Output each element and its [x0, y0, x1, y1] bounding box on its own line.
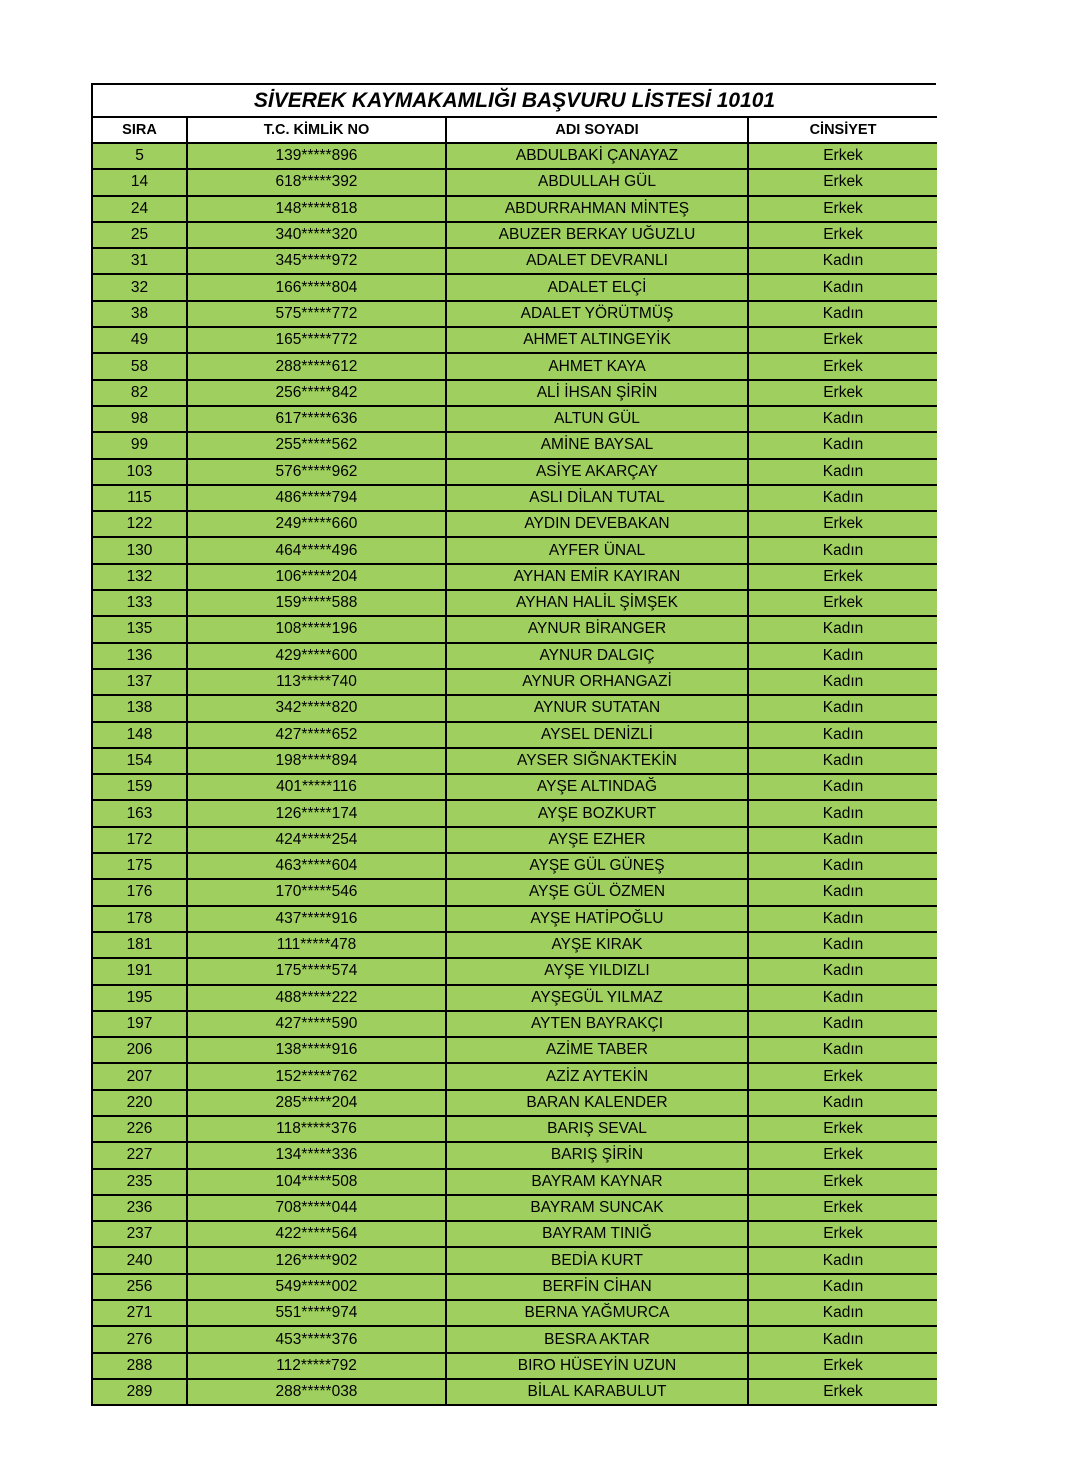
table-row: [92, 301, 937, 327]
cell-adi-soyadi: BAYRAM SUNCAK: [446, 1195, 748, 1221]
cell-adi-soyadi: BERNA YAĞMURCA: [446, 1300, 748, 1326]
table-row: [92, 1116, 937, 1142]
cell-sira: 289: [92, 1379, 187, 1405]
cell-adi-soyadi: ADALET YÖRÜTMÜŞ: [446, 301, 748, 327]
cell-tc-kimlik-no: 139*****896: [187, 143, 446, 169]
cell-cinsiyet: Kadın: [748, 932, 937, 958]
cell-sira: 237: [92, 1221, 187, 1247]
table-row: [92, 143, 937, 169]
cell-tc-kimlik-no: 437*****916: [187, 906, 446, 932]
header-cinsiyet: CİNSİYET: [748, 117, 937, 143]
cell-cinsiyet: Kadın: [748, 958, 937, 984]
cell-adi-soyadi: AYHAN HALİL ŞİMŞEK: [446, 590, 748, 616]
cell-tc-kimlik-no: 342*****820: [187, 695, 446, 721]
cell-adi-soyadi: ADALET DEVRANLI: [446, 248, 748, 274]
cell-cinsiyet: Erkek: [748, 1379, 937, 1405]
cell-cinsiyet: Erkek: [748, 196, 937, 222]
cell-sira: 122: [92, 511, 187, 537]
header-sira: SIRA: [92, 117, 187, 143]
cell-tc-kimlik-no: 134*****336: [187, 1142, 446, 1168]
table-row: [92, 1063, 937, 1089]
cell-adi-soyadi: BARIŞ ŞİRİN: [446, 1142, 748, 1168]
cell-adi-soyadi: ABDULBAKİ ÇANAYAZ: [446, 143, 748, 169]
cell-adi-soyadi: AYŞE HATİPOĞLU: [446, 906, 748, 932]
table-row: [92, 1247, 937, 1273]
cell-tc-kimlik-no: 152*****762: [187, 1063, 446, 1089]
cell-sira: 24: [92, 196, 187, 222]
table-row: [92, 1169, 937, 1195]
cell-tc-kimlik-no: 708*****044: [187, 1195, 446, 1221]
cell-tc-kimlik-no: 104*****508: [187, 1169, 446, 1195]
cell-adi-soyadi: AYSEL DENİZLİ: [446, 722, 748, 748]
cell-sira: 99: [92, 432, 187, 458]
cell-cinsiyet: Kadın: [748, 1011, 937, 1037]
applicant-table: [91, 116, 937, 1406]
cell-cinsiyet: Kadın: [748, 879, 937, 905]
table-row: [92, 459, 937, 485]
cell-cinsiyet: Erkek: [748, 511, 937, 537]
cell-sira: 276: [92, 1326, 187, 1352]
cell-tc-kimlik-no: 340*****320: [187, 222, 446, 248]
cell-tc-kimlik-no: 288*****038: [187, 1379, 446, 1405]
cell-sira: 172: [92, 827, 187, 853]
cell-sira: 163: [92, 800, 187, 826]
table-row: [92, 1011, 937, 1037]
cell-cinsiyet: Kadın: [748, 827, 937, 853]
cell-sira: 58: [92, 353, 187, 379]
cell-cinsiyet: Kadın: [748, 301, 937, 327]
cell-adi-soyadi: AYSER SIĞNAKTEKİN: [446, 748, 748, 774]
cell-sira: 181: [92, 932, 187, 958]
cell-cinsiyet: Kadın: [748, 485, 937, 511]
cell-adi-soyadi: AYŞE GÜL ÖZMEN: [446, 879, 748, 905]
cell-adi-soyadi: AYFER ÜNAL: [446, 537, 748, 563]
cell-sira: 138: [92, 695, 187, 721]
cell-sira: 207: [92, 1063, 187, 1089]
cell-sira: 256: [92, 1274, 187, 1300]
cell-adi-soyadi: AYŞE ALTINDAĞ: [446, 774, 748, 800]
table-row: [92, 353, 937, 379]
cell-adi-soyadi: AZİZ AYTEKİN: [446, 1063, 748, 1089]
table-row: [92, 1300, 937, 1326]
cell-adi-soyadi: AYŞEGÜL YILMAZ: [446, 985, 748, 1011]
cell-adi-soyadi: AZİME TABER: [446, 1037, 748, 1063]
cell-adi-soyadi: AHMET ALTINGEYİK: [446, 327, 748, 353]
cell-adi-soyadi: ASİYE AKARÇAY: [446, 459, 748, 485]
cell-tc-kimlik-no: 486*****794: [187, 485, 446, 511]
table-row: [92, 196, 937, 222]
cell-cinsiyet: Kadın: [748, 1037, 937, 1063]
cell-cinsiyet: Kadın: [748, 616, 937, 642]
table-row: [92, 1142, 937, 1168]
cell-cinsiyet: Kadın: [748, 1247, 937, 1273]
cell-cinsiyet: Erkek: [748, 1195, 937, 1221]
cell-sira: 235: [92, 1169, 187, 1195]
table-row: [92, 1037, 937, 1063]
cell-sira: 49: [92, 327, 187, 353]
cell-adi-soyadi: AYNUR DALGIÇ: [446, 643, 748, 669]
cell-sira: 220: [92, 1090, 187, 1116]
cell-cinsiyet: Kadın: [748, 669, 937, 695]
cell-sira: 136: [92, 643, 187, 669]
table-row: [92, 511, 937, 537]
cell-sira: 38: [92, 301, 187, 327]
cell-tc-kimlik-no: 422*****564: [187, 1221, 446, 1247]
cell-sira: 130: [92, 537, 187, 563]
cell-tc-kimlik-no: 112*****792: [187, 1353, 446, 1379]
table-row: [92, 906, 937, 932]
cell-sira: 191: [92, 958, 187, 984]
cell-cinsiyet: Kadın: [748, 459, 937, 485]
cell-sira: 226: [92, 1116, 187, 1142]
table-row: [92, 1353, 937, 1379]
cell-tc-kimlik-no: 424*****254: [187, 827, 446, 853]
table-row: [92, 695, 937, 721]
table-row: [92, 485, 937, 511]
table-row: [92, 643, 937, 669]
cell-cinsiyet: Kadın: [748, 643, 937, 669]
cell-tc-kimlik-no: 488*****222: [187, 985, 446, 1011]
cell-sira: 98: [92, 406, 187, 432]
cell-adi-soyadi: AYDIN DEVEBAKAN: [446, 511, 748, 537]
cell-cinsiyet: Kadın: [748, 695, 937, 721]
table-row: [92, 800, 937, 826]
cell-adi-soyadi: AYŞE BOZKURT: [446, 800, 748, 826]
cell-cinsiyet: Erkek: [748, 564, 937, 590]
cell-tc-kimlik-no: 464*****496: [187, 537, 446, 563]
table-row: [92, 1379, 937, 1405]
cell-cinsiyet: Kadın: [748, 1274, 937, 1300]
cell-cinsiyet: Erkek: [748, 1221, 937, 1247]
cell-adi-soyadi: ABUZER BERKAY UĞUZLU: [446, 222, 748, 248]
table-row: [92, 406, 937, 432]
cell-cinsiyet: Kadın: [748, 537, 937, 563]
cell-tc-kimlik-no: 429*****600: [187, 643, 446, 669]
cell-sira: 148: [92, 722, 187, 748]
cell-adi-soyadi: AYŞE YILDIZLI: [446, 958, 748, 984]
cell-sira: 14: [92, 169, 187, 195]
cell-sira: 271: [92, 1300, 187, 1326]
cell-adi-soyadi: ASLI DİLAN TUTAL: [446, 485, 748, 511]
cell-cinsiyet: Erkek: [748, 143, 937, 169]
cell-adi-soyadi: AYTEN BAYRAKÇI: [446, 1011, 748, 1037]
cell-cinsiyet: Erkek: [748, 353, 937, 379]
cell-sira: 227: [92, 1142, 187, 1168]
cell-sira: 154: [92, 748, 187, 774]
table-row: [92, 853, 937, 879]
cell-adi-soyadi: BARIŞ SEVAL: [446, 1116, 748, 1142]
cell-tc-kimlik-no: 198*****894: [187, 748, 446, 774]
cell-adi-soyadi: BERFİN CİHAN: [446, 1274, 748, 1300]
cell-adi-soyadi: AYNUR ORHANGAZİ: [446, 669, 748, 695]
cell-cinsiyet: Kadın: [748, 1090, 937, 1116]
cell-sira: 159: [92, 774, 187, 800]
header-row: [92, 117, 937, 143]
table-row: [92, 1090, 937, 1116]
cell-tc-kimlik-no: 575*****772: [187, 301, 446, 327]
cell-sira: 5: [92, 143, 187, 169]
cell-tc-kimlik-no: 108*****196: [187, 616, 446, 642]
cell-tc-kimlik-no: 113*****740: [187, 669, 446, 695]
table-row: [92, 932, 937, 958]
cell-tc-kimlik-no: 453*****376: [187, 1326, 446, 1352]
cell-adi-soyadi: AYNUR SUTATAN: [446, 695, 748, 721]
table-row: [92, 248, 937, 274]
cell-cinsiyet: Kadın: [748, 406, 937, 432]
cell-tc-kimlik-no: 617*****636: [187, 406, 446, 432]
cell-adi-soyadi: ALTUN GÜL: [446, 406, 748, 432]
cell-adi-soyadi: BAYRAM KAYNAR: [446, 1169, 748, 1195]
cell-adi-soyadi: ABDURRAHMAN MİNTEŞ: [446, 196, 748, 222]
cell-sira: 103: [92, 459, 187, 485]
cell-tc-kimlik-no: 427*****590: [187, 1011, 446, 1037]
cell-tc-kimlik-no: 549*****002: [187, 1274, 446, 1300]
cell-cinsiyet: Erkek: [748, 1142, 937, 1168]
table-row: [92, 985, 937, 1011]
cell-cinsiyet: Erkek: [748, 1353, 937, 1379]
cell-tc-kimlik-no: 255*****562: [187, 432, 446, 458]
cell-sira: 132: [92, 564, 187, 590]
cell-sira: 133: [92, 590, 187, 616]
table-row: [92, 958, 937, 984]
cell-tc-kimlik-no: 126*****902: [187, 1247, 446, 1273]
cell-sira: 176: [92, 879, 187, 905]
cell-tc-kimlik-no: 165*****772: [187, 327, 446, 353]
cell-sira: 82: [92, 380, 187, 406]
cell-tc-kimlik-no: 551*****974: [187, 1300, 446, 1326]
cell-tc-kimlik-no: 159*****588: [187, 590, 446, 616]
table-row: [92, 380, 937, 406]
cell-sira: 240: [92, 1247, 187, 1273]
cell-tc-kimlik-no: 249*****660: [187, 511, 446, 537]
application-list-sheet: [91, 83, 936, 1406]
cell-sira: 206: [92, 1037, 187, 1063]
cell-tc-kimlik-no: 148*****818: [187, 196, 446, 222]
table-row: [92, 616, 937, 642]
cell-cinsiyet: Kadın: [748, 1300, 937, 1326]
table-row: [92, 748, 937, 774]
table-row: [92, 827, 937, 853]
cell-cinsiyet: Kadın: [748, 800, 937, 826]
cell-cinsiyet: Kadın: [748, 906, 937, 932]
cell-adi-soyadi: BEDİA KURT: [446, 1247, 748, 1273]
cell-adi-soyadi: BIRO HÜSEYİN UZUN: [446, 1353, 748, 1379]
list-title: SİVEREK KAYMAKAMLIĞI BAŞVURU LİSTESİ 10101: [91, 83, 936, 116]
cell-cinsiyet: Erkek: [748, 327, 937, 353]
cell-sira: 178: [92, 906, 187, 932]
cell-sira: 195: [92, 985, 187, 1011]
cell-tc-kimlik-no: 463*****604: [187, 853, 446, 879]
table-row: [92, 222, 937, 248]
cell-adi-soyadi: ABDULLAH GÜL: [446, 169, 748, 195]
table-row: [92, 1221, 937, 1247]
table-row: [92, 879, 937, 905]
cell-tc-kimlik-no: 427*****652: [187, 722, 446, 748]
cell-cinsiyet: Kadın: [748, 274, 937, 300]
cell-tc-kimlik-no: 166*****804: [187, 274, 446, 300]
cell-adi-soyadi: AYHAN EMİR KAYIRAN: [446, 564, 748, 590]
table-row: [92, 722, 937, 748]
cell-cinsiyet: Erkek: [748, 1063, 937, 1089]
cell-sira: 31: [92, 248, 187, 274]
cell-sira: 135: [92, 616, 187, 642]
table-row: [92, 1274, 937, 1300]
table-row: [92, 327, 937, 353]
table-row: [92, 590, 937, 616]
cell-sira: 25: [92, 222, 187, 248]
cell-adi-soyadi: AHMET KAYA: [446, 353, 748, 379]
cell-cinsiyet: Erkek: [748, 380, 937, 406]
table-row: [92, 1195, 937, 1221]
cell-cinsiyet: Kadın: [748, 774, 937, 800]
cell-tc-kimlik-no: 285*****204: [187, 1090, 446, 1116]
cell-adi-soyadi: BARAN KALENDER: [446, 1090, 748, 1116]
cell-tc-kimlik-no: 618*****392: [187, 169, 446, 195]
header-adi-soyadi: ADI SOYADI: [446, 117, 748, 143]
cell-sira: 197: [92, 1011, 187, 1037]
cell-tc-kimlik-no: 401*****116: [187, 774, 446, 800]
table-row: [92, 432, 937, 458]
header-tc-kimlik-no: T.C. KİMLİK NO: [187, 117, 446, 143]
cell-sira: 137: [92, 669, 187, 695]
cell-tc-kimlik-no: 138*****916: [187, 1037, 446, 1063]
cell-cinsiyet: Erkek: [748, 1169, 937, 1195]
cell-tc-kimlik-no: 175*****574: [187, 958, 446, 984]
cell-adi-soyadi: BAYRAM TINIĞ: [446, 1221, 748, 1247]
table-row: [92, 274, 937, 300]
cell-adi-soyadi: AYNUR BİRANGER: [446, 616, 748, 642]
cell-adi-soyadi: ADALET ELÇİ: [446, 274, 748, 300]
cell-tc-kimlik-no: 288*****612: [187, 353, 446, 379]
cell-adi-soyadi: AYŞE GÜL GÜNEŞ: [446, 853, 748, 879]
cell-adi-soyadi: AYŞE KIRAK: [446, 932, 748, 958]
cell-sira: 175: [92, 853, 187, 879]
cell-tc-kimlik-no: 111*****478: [187, 932, 446, 958]
cell-cinsiyet: Erkek: [748, 222, 937, 248]
table-row: [92, 669, 937, 695]
table-row: [92, 1326, 937, 1352]
cell-tc-kimlik-no: 170*****546: [187, 879, 446, 905]
cell-tc-kimlik-no: 576*****962: [187, 459, 446, 485]
cell-cinsiyet: Kadın: [748, 722, 937, 748]
cell-cinsiyet: Kadın: [748, 432, 937, 458]
cell-cinsiyet: Kadın: [748, 748, 937, 774]
cell-tc-kimlik-no: 345*****972: [187, 248, 446, 274]
cell-cinsiyet: Erkek: [748, 1116, 937, 1142]
cell-cinsiyet: Kadın: [748, 853, 937, 879]
cell-cinsiyet: Erkek: [748, 169, 937, 195]
cell-adi-soyadi: ALİ İHSAN ŞİRİN: [446, 380, 748, 406]
table-row: [92, 774, 937, 800]
cell-tc-kimlik-no: 256*****842: [187, 380, 446, 406]
cell-sira: 236: [92, 1195, 187, 1221]
cell-tc-kimlik-no: 126*****174: [187, 800, 446, 826]
table-row: [92, 537, 937, 563]
cell-tc-kimlik-no: 118*****376: [187, 1116, 446, 1142]
cell-cinsiyet: Kadın: [748, 248, 937, 274]
cell-adi-soyadi: BİLAL KARABULUT: [446, 1379, 748, 1405]
cell-adi-soyadi: AYŞE EZHER: [446, 827, 748, 853]
cell-sira: 115: [92, 485, 187, 511]
cell-adi-soyadi: BESRA AKTAR: [446, 1326, 748, 1352]
cell-cinsiyet: Erkek: [748, 590, 937, 616]
cell-adi-soyadi: AMİNE BAYSAL: [446, 432, 748, 458]
table-row: [92, 564, 937, 590]
cell-tc-kimlik-no: 106*****204: [187, 564, 446, 590]
table-row: [92, 169, 937, 195]
cell-cinsiyet: Kadın: [748, 1326, 937, 1352]
cell-sira: 288: [92, 1353, 187, 1379]
cell-sira: 32: [92, 274, 187, 300]
cell-cinsiyet: Kadın: [748, 985, 937, 1011]
